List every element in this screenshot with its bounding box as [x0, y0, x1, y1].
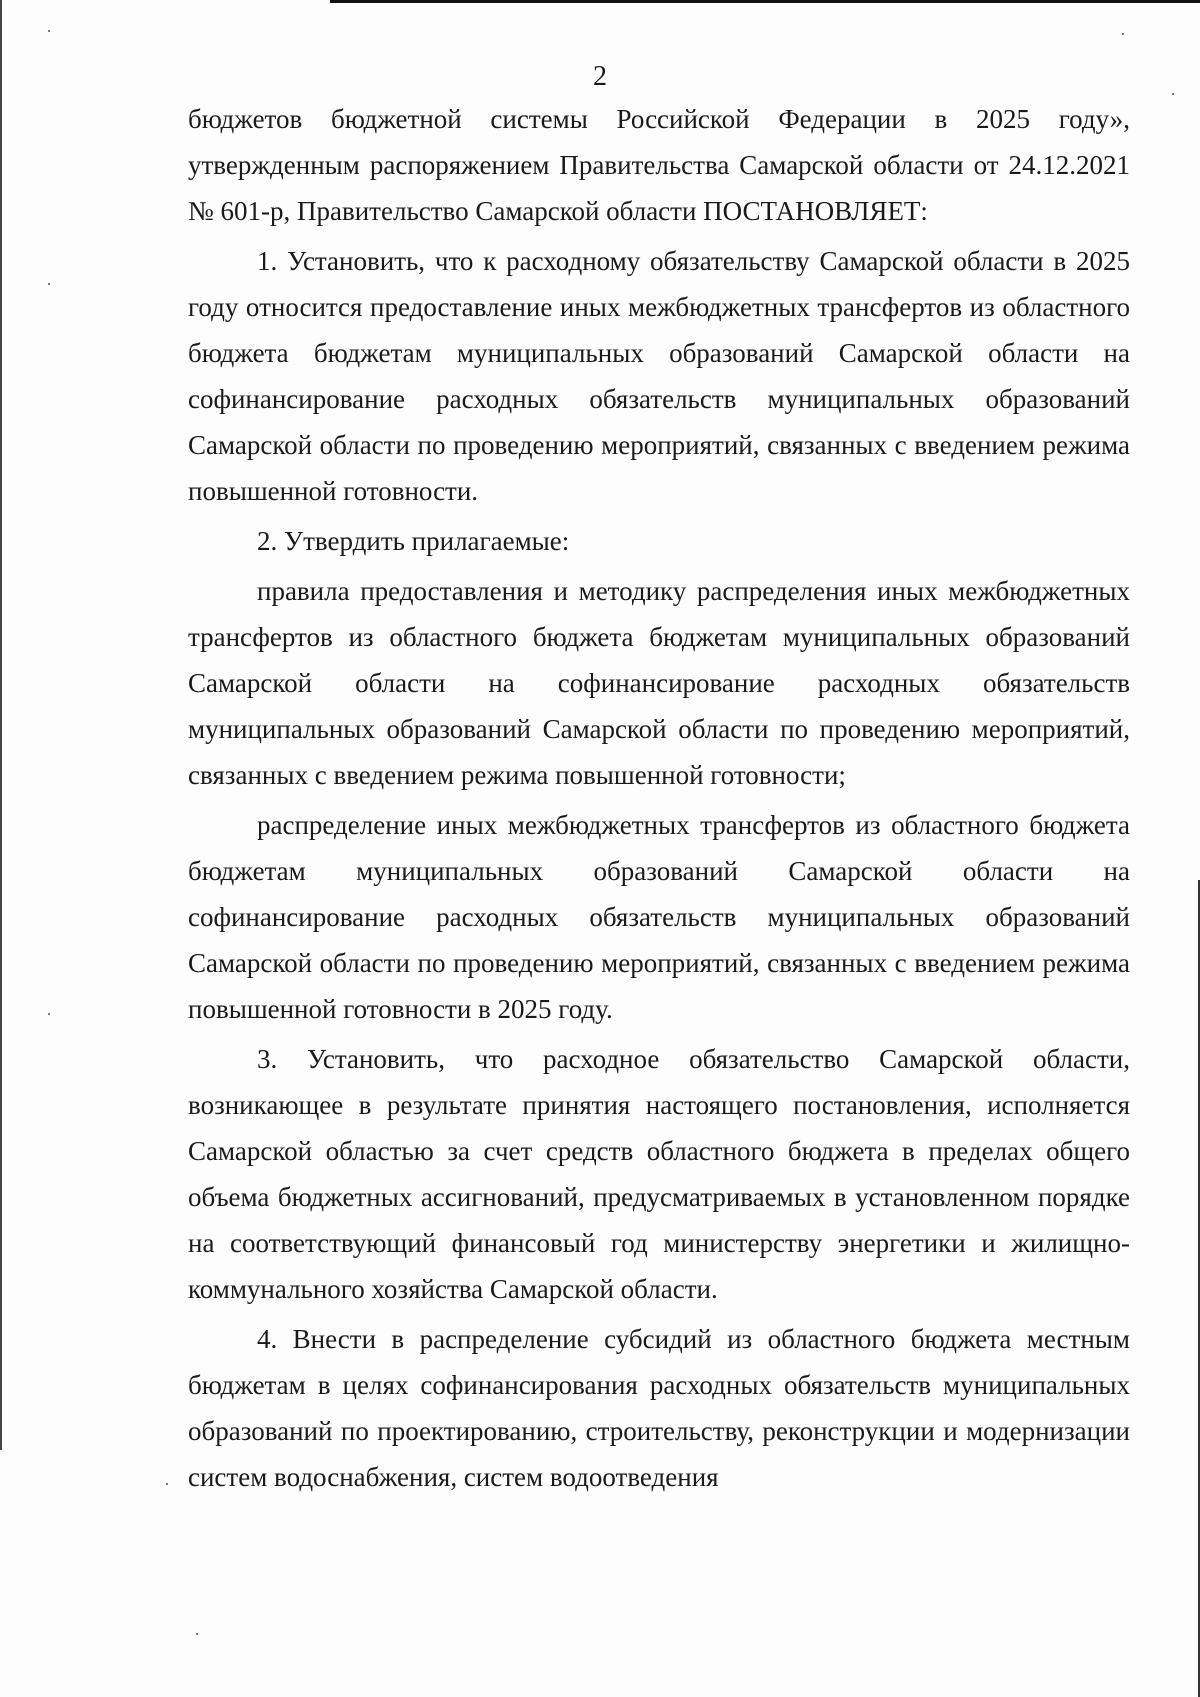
scan-speck	[48, 1013, 50, 1015]
scan-top-border	[330, 0, 1200, 3]
paragraph-item-2: 2. Утвердить прилагаемые:	[257, 526, 570, 556]
paragraph-item-1: 1. Установить, что к расходному обязательству Самарской области в 2025 году относится предоставление иных межбюджетных трансфертов из областного бюджета бюджетам муниципальных образований Самарской области на софинансирование расходных обязательств муниципальных образований Самарской области по проведению мероприятий, связанных с введением режима повышенной готовности.	[188, 246, 1130, 506]
scan-left-edge	[0, 0, 2, 1450]
scan-speck	[48, 30, 50, 32]
scan-speck	[196, 1633, 198, 1635]
scan-speck	[166, 1483, 168, 1485]
paragraph-item-2-rules: правила предоставления и методику распределения иных межбюджетных трансфертов из областного бюджета бюджетам муниципальных образований Самарской области на софинансирование расходных обязательств муниципальных образований Самарской области по проведению мероприятий, связанных с введением режима повышенной готовности;	[188, 576, 1130, 790]
paragraph-item-2-distribution: распределение иных межбюджетных трансфертов из областного бюджета бюджетам муниципальных образований Самарской области на софинансирование расходных обязательств муниципальных образований Самарской области по проведению мероприятий, связанных с введением режима повышенной готовности в 2025 году.	[188, 810, 1130, 1024]
page-number: 2	[593, 61, 607, 92]
paragraph-item-4: 4. Внести в распределение субсидий из областного бюджета местным бюджетам в целях софинансирования расходных обязательств муниципальных образований по проектированию, строительству, реконструкции и модернизации систем водоснабжения, систем водоотведения	[188, 1324, 1130, 1492]
scan-speck	[48, 283, 50, 285]
paragraph-preamble-continuation: бюджетов бюджетной системы Российской Федерации в 2025 году», утвержденным распоряжением Правительства Самарской области от 24.12.2021 № 601-р, Правительство Самарской области ПОСТАНОВЛЯЕТ:	[188, 104, 1130, 226]
document-body	[188, 96, 1130, 1500]
paragraph-item-3: 3. Установить, что расходное обязательство Самарской области, возникающее в результате принятия настоящего постановления, исполняется Самарской областью за счет средств областного бюджета в пределах общего объема бюджетных ассигнований, предусматриваемых в установленном порядке на соответствующий финансовый год министерству энергетики и жилищно-коммунального хозяйства Самарской области.	[188, 1044, 1130, 1304]
scan-speck	[1122, 33, 1124, 35]
